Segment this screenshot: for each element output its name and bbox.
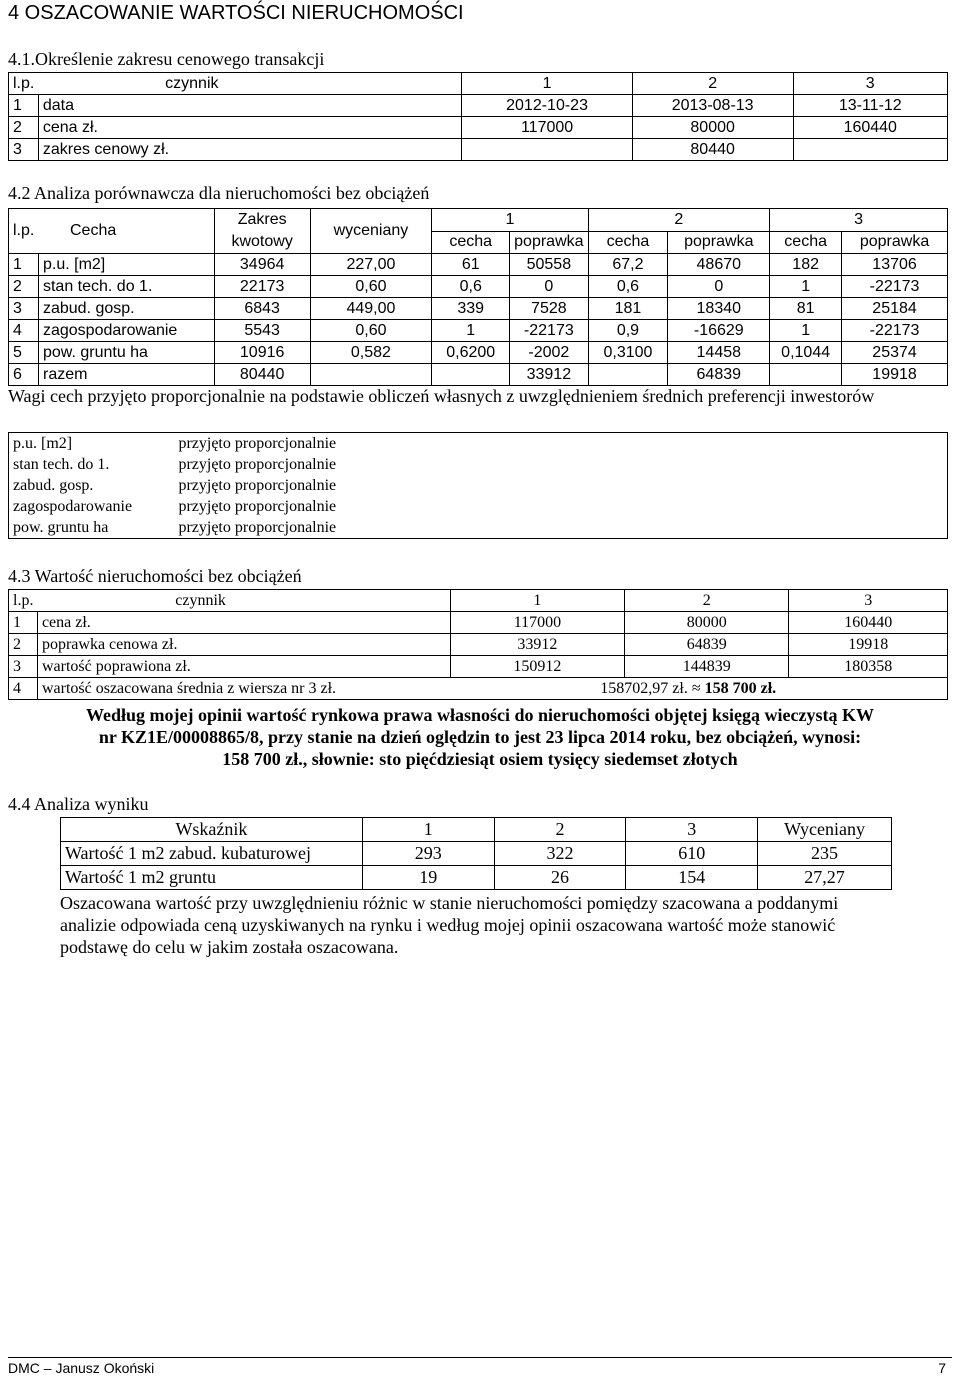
table-cell: 3 (9, 298, 39, 320)
page-number: 7 (938, 1360, 946, 1376)
table-cell: 4 (9, 320, 39, 342)
table-row (9, 298, 948, 320)
table-row (9, 117, 948, 139)
table-cell: 34964 (214, 254, 310, 276)
table-cell: 64839 (668, 364, 770, 386)
table-cell: 227,00 (310, 254, 432, 276)
table-cell: -22173 (510, 320, 588, 342)
table-cell: wartość oszacowana średnia z wiersza nr 3 zł. (37, 678, 450, 700)
opinion-line: nr KZ1E/00008865/8, przy stanie na dzień oględzin to jest 23 lipca 2014 roku, bez obciążeń, wynosi: (98, 727, 862, 747)
opinion-line: Według mojej opinii wartość rynkowa prawa własności do nieruchomości objętej księgą wieczystą KW (86, 705, 874, 725)
header-cell: czynnik (37, 590, 450, 612)
header-cell: czynnik (38, 73, 461, 95)
table-cell: 3 (9, 656, 38, 678)
table-cell: 449,00 (310, 298, 432, 320)
table-cell: 1 (770, 320, 842, 342)
table-cell: p.u. [m2] (38, 254, 214, 276)
table-row (9, 634, 948, 656)
weight-row (9, 454, 948, 475)
table-cell: stan tech. do 1. (13, 455, 110, 473)
subsection-title-4-4: 4.4 Analiza wyniku (8, 794, 149, 814)
table-cell: 117000 (462, 117, 633, 139)
subsection-title-4-2: 4.2 Analiza porównawcza dla nieruchomości bez obciążeń (8, 183, 430, 203)
table-cell: 80000 (632, 117, 793, 139)
table-header-row (9, 73, 948, 95)
table-cell: 160440 (789, 612, 948, 634)
table-cell: 25184 (842, 298, 948, 320)
table-cell: 0,60 (310, 276, 432, 298)
table-cell: 7528 (510, 298, 588, 320)
table-cell: 61 (432, 254, 510, 276)
table-cell (462, 139, 633, 161)
table-cell: 0,6200 (432, 342, 510, 364)
table-row (9, 254, 948, 276)
table-cell: 48670 (668, 254, 770, 276)
table-header-row (61, 818, 892, 842)
table-cell (432, 364, 510, 386)
table-cell: 3 (9, 139, 39, 161)
table-cell: 33912 (510, 364, 588, 386)
header-cell: Wyceniany (758, 818, 892, 842)
table-cell: 339 (432, 298, 510, 320)
table-cell: 0,1044 (770, 342, 842, 364)
header-cell: 1 (462, 73, 633, 95)
footer-author: DMC – Janusz Okoński (8, 1360, 155, 1376)
conclusion-line: Oszacowana wartość przy uwzględnieniu różnic w stanie nieruchomości pomiędzy szacowana a poddanymi (60, 893, 839, 913)
header-cell: poprawka (842, 231, 948, 254)
table-cell: zabud. gosp. (38, 298, 214, 320)
table-cell: pow. gruntu ha (13, 518, 109, 536)
table-cell: 180358 (789, 656, 948, 678)
table-cell: cena zł. (38, 117, 461, 139)
header-cell: 1 (450, 590, 624, 612)
table-cell: zagospodarowanie (13, 497, 133, 515)
header-cell: cecha (588, 231, 668, 254)
table-cell: 0 (510, 276, 588, 298)
table-header-row (9, 209, 948, 232)
estimated-value-cell (450, 678, 947, 700)
table-cell: 6 (9, 364, 39, 386)
result-analysis-table (60, 817, 892, 890)
table-cell: 235 (758, 842, 892, 866)
table-cell: 22173 (214, 276, 310, 298)
table-cell: przyjęto proporcjonalnie (178, 455, 337, 473)
header-cell: Zakres kwotowy (214, 209, 310, 254)
table-row (9, 139, 948, 161)
header-cell: poprawka (510, 231, 588, 254)
weight-row (9, 517, 948, 539)
table-cell: 2 (9, 117, 39, 139)
table-cell: 181 (588, 298, 668, 320)
table-cell: 33912 (450, 634, 624, 656)
table-cell: 2 (9, 634, 38, 656)
table-cell: 67,2 (588, 254, 668, 276)
table-cell: 50558 (510, 254, 588, 276)
table-cell: 154 (626, 866, 758, 890)
header-cell: cecha (770, 231, 842, 254)
table-cell: 81 (770, 298, 842, 320)
weight-row (9, 475, 948, 496)
table-cell (793, 139, 947, 161)
table-cell: wartość poprawiona zł. (37, 656, 450, 678)
header-cell: 1 (362, 818, 494, 842)
table-header-row (9, 590, 948, 612)
table-cell: 64839 (625, 634, 789, 656)
section-title: 4 OSZACOWANIE WARTOŚCI NIERUCHOMOŚCI (8, 2, 464, 24)
table-cell: 322 (494, 842, 626, 866)
table-cell: 13706 (842, 254, 948, 276)
table-cell: 2012-10-23 (462, 95, 633, 117)
table-cell: -2002 (510, 342, 588, 364)
comparative-analysis-table (8, 208, 948, 386)
table-cell: 0,582 (310, 342, 432, 364)
header-cell: Wskaźnik (61, 818, 363, 842)
table-cell: przyjęto proporcjonalnie (178, 518, 337, 536)
header-cell: 2 (588, 209, 770, 232)
table-cell (310, 364, 432, 386)
weight-row (9, 496, 948, 517)
table-row (9, 612, 948, 634)
table-cell: 5 (9, 342, 39, 364)
header-cell: wyceniany (310, 209, 432, 254)
table-cell: stan tech. do 1. (38, 276, 214, 298)
table-cell: 182 (770, 254, 842, 276)
table-cell: 293 (362, 842, 494, 866)
table-cell: 5543 (214, 320, 310, 342)
table-row (61, 866, 892, 890)
table-cell: 25374 (842, 342, 948, 364)
table-cell: 18340 (668, 298, 770, 320)
table-cell: 14458 (668, 342, 770, 364)
table-cell: poprawka cenowa zł. (37, 634, 450, 656)
table-cell: cena zł. (37, 612, 450, 634)
table-cell: 1 (770, 276, 842, 298)
opinion-statement (0, 704, 960, 770)
table-cell: -16629 (668, 320, 770, 342)
header-cell: 2 (632, 73, 793, 95)
conclusion-text (60, 892, 950, 958)
header-cell: 3 (789, 590, 948, 612)
table-cell: -22173 (842, 320, 948, 342)
header-cell: 1 (432, 209, 588, 232)
header-cell: 3 (626, 818, 758, 842)
table-cell: 2 (9, 276, 39, 298)
header-cell: cecha (432, 231, 510, 254)
table-cell: 80440 (632, 139, 793, 161)
header-cell: l.p. (9, 590, 38, 612)
table-cell: zagospodarowanie (38, 320, 214, 342)
table-cell: data (38, 95, 461, 117)
property-value-table (8, 589, 948, 700)
table-cell: 0,9 (588, 320, 668, 342)
table-cell: 19918 (842, 364, 948, 386)
table-cell: 0,6 (588, 276, 668, 298)
table-cell (770, 364, 842, 386)
table-cell: pow. gruntu ha (38, 342, 214, 364)
table-cell: 0,6 (432, 276, 510, 298)
table-cell: Wartość 1 m2 zabud. kubaturowej (61, 842, 363, 866)
table-cell: 80440 (214, 364, 310, 386)
table-cell: 117000 (450, 612, 624, 634)
weights-table (8, 432, 948, 539)
table-cell: 1 (9, 254, 39, 276)
table-cell: 19918 (789, 634, 948, 656)
table-row (9, 656, 948, 678)
subsection-title-4-1: 4.1.Określenie zakresu cenowego transakcji (8, 49, 325, 69)
table-cell: 0 (668, 276, 770, 298)
table-cell: przyjęto proporcjonalnie (178, 434, 337, 452)
header-cell: 3 (770, 209, 948, 232)
approx-symbol: ≈ (691, 679, 701, 697)
table-cell: 1 (432, 320, 510, 342)
header-cell: 2 (494, 818, 626, 842)
header-cell: 2 (625, 590, 789, 612)
table-cell: -22173 (842, 276, 948, 298)
header-cell: l.p. (9, 73, 39, 95)
conclusion-line: analizie odpowiada ceną uzyskiwanych na rynku i według mojej opinii oszacowana wartość może stanowić (60, 915, 836, 935)
table-cell: zabud. gosp. (13, 476, 94, 494)
table-row (9, 95, 948, 117)
header-cell: poprawka (668, 231, 770, 254)
table-cell: 19 (362, 866, 494, 890)
table-cell: 13-11-12 (793, 95, 947, 117)
table-cell (588, 364, 668, 386)
table-cell: razem (38, 364, 214, 386)
table-cell: 4 (9, 678, 38, 700)
rounded-value: 158 700 zł. (704, 679, 777, 697)
table-cell: przyjęto proporcjonalnie (178, 497, 337, 515)
table-row (9, 342, 948, 364)
opinion-line: 158 700 zł., słownie: sto pięćdziesiąt osiem tysięcy siedemset złotych (222, 749, 738, 769)
subsection-title-4-3: 4.3 Wartość nieruchomości bez obciążeń (8, 566, 302, 586)
table-cell: 1 (9, 612, 38, 634)
price-range-table (8, 72, 948, 161)
table-cell: Wartość 1 m2 gruntu (61, 866, 363, 890)
header-cell: 3 (793, 73, 947, 95)
weight-row (9, 433, 948, 455)
table-cell: 150912 (450, 656, 624, 678)
table-cell: 0,3100 (588, 342, 668, 364)
table-cell: 1 (9, 95, 39, 117)
table-cell: 2013-08-13 (632, 95, 793, 117)
table-row (9, 320, 948, 342)
table-row (61, 842, 892, 866)
footer-rule (8, 1357, 952, 1358)
table-cell: 610 (626, 842, 758, 866)
table-cell: 6843 (214, 298, 310, 320)
table-cell: p.u. [m2] (13, 434, 73, 452)
table-cell: 160440 (793, 117, 947, 139)
table-row (9, 678, 948, 700)
table-cell: 27,27 (758, 866, 892, 890)
header-cell: l.p. (9, 209, 39, 254)
table-row (9, 276, 948, 298)
table-cell: 80000 (625, 612, 789, 634)
table-cell: 144839 (625, 656, 789, 678)
header-cell: Cecha (38, 209, 214, 254)
table-row (9, 364, 948, 386)
table-cell: 0,60 (310, 320, 432, 342)
table-cell: 26 (494, 866, 626, 890)
table-cell: przyjęto proporcjonalnie (178, 476, 337, 494)
table-cell: 10916 (214, 342, 310, 364)
conclusion-line: podstawę do celu w jakim została oszacowana. (60, 937, 399, 957)
table-cell: zakres cenowy zł. (38, 139, 461, 161)
weights-note: Wagi cech przyjęto proporcjonalnie na podstawie obliczeń własnych z uwzględnieniem średnich preferencji inwestorów (8, 386, 875, 406)
estimated-average-value: 158702,97 zł. (600, 679, 688, 697)
